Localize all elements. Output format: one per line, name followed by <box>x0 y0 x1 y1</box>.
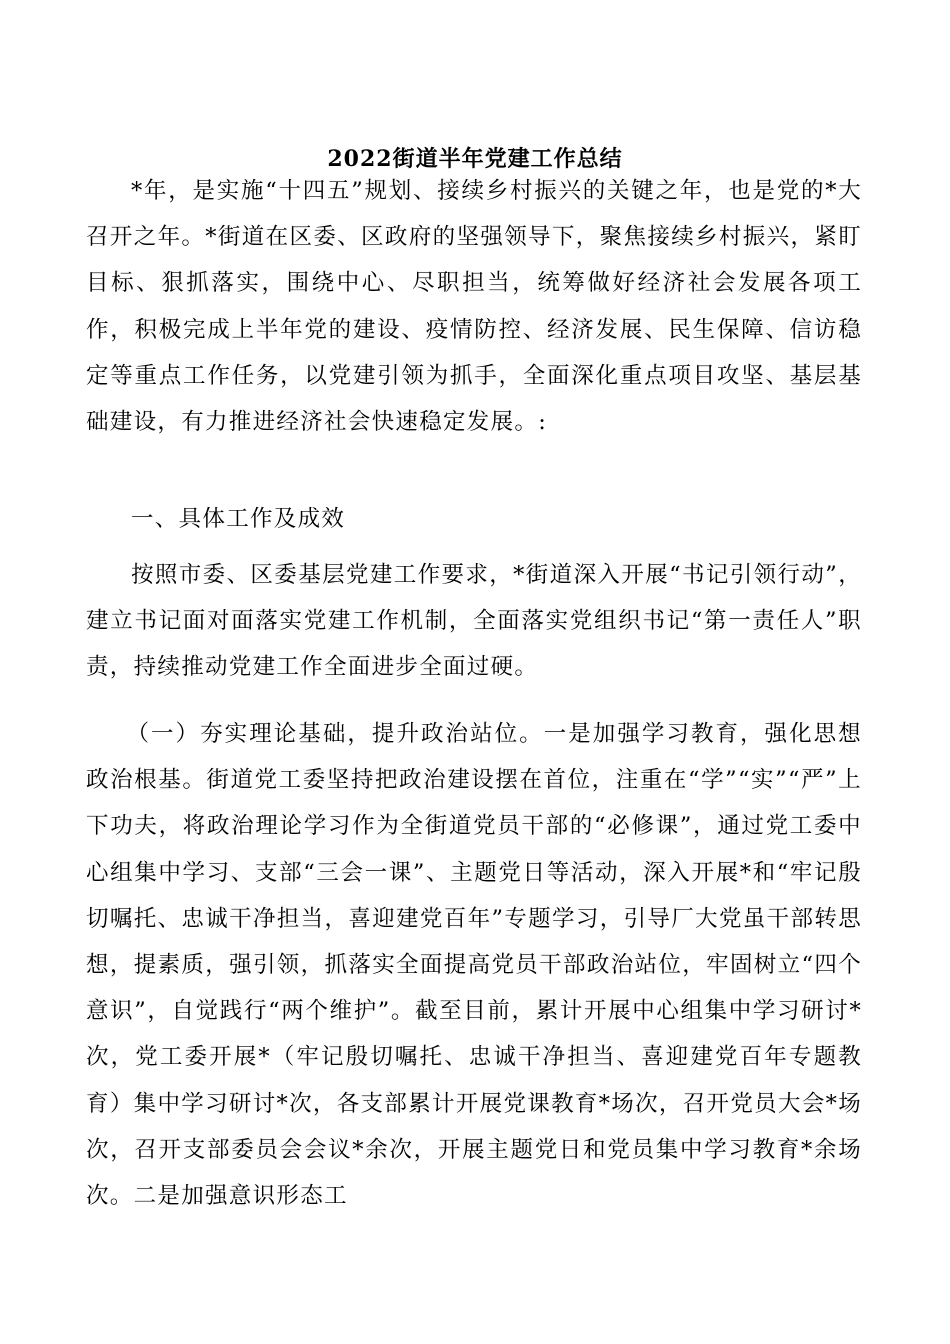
section-heading: 一、具体工作及成效 <box>131 506 346 532</box>
body-paragraph: 按照市委、区委基层党建工作要求，*街道深入开展“书记引领行动”，建立书记面对面落实党建工作机制，全面落实党组织书记“第一责任人”职责，持续推动党建工作全面进步全面过硬。 <box>86 562 862 681</box>
document-title: 2022街道半年党建工作总结 <box>327 146 623 172</box>
intro-paragraph: *年，是实施“十四五”规划、接续乡村振兴的关键之年，也是党的*大召开之年。*街道在区委、区政府的坚强领导下，聚焦接续乡村振兴，紧盯目标、狠抓落实，围绕中心、尽职担当，统筹做好经济社会发展各项工作，积极完成上半年党的建设、疫情防控、经济发展、民生保障、信访稳定等重点工作任务，以党建引领为抓手，全面深化重点项目攻坚、基层基础建设，有力推进经济社会快速稳定发展。: <box>86 178 862 436</box>
body-paragraph: （一）夯实理论基础，提升政治站位。一是加强学习教育，强化思想政治根基。街道党工委坚持把政治建设摆在首位，注重在“学”“实”“严”上下功夫，将政治理论学习作为全街道党员干部的“必修课”，通过党工委中心组集中学习、支部“三会一课”、主题党日等活动，深入开展*和“牢记殷切嘱托、忠诚干净担当，喜迎建党百年”专题学习，引导厂大党虽干部转思想，提素质，强引领，抓落实全面提高党员干部政治站位，牢固树立“四个意识”，自觉践行“两个维护”。截至目前，累计开展中心组集中学习研讨*次，党工委开展*（牢记殷切嘱托、忠诚干净担当、喜迎建党百年专题教育）集中学习研讨*次，各支部累计开展党课教育*场次，召开党员大会*场次，召开支部委员会会议*余次，开展主题党日和党员集中学习教育*余场次。二是加强意识形态工 <box>86 721 862 1210</box>
